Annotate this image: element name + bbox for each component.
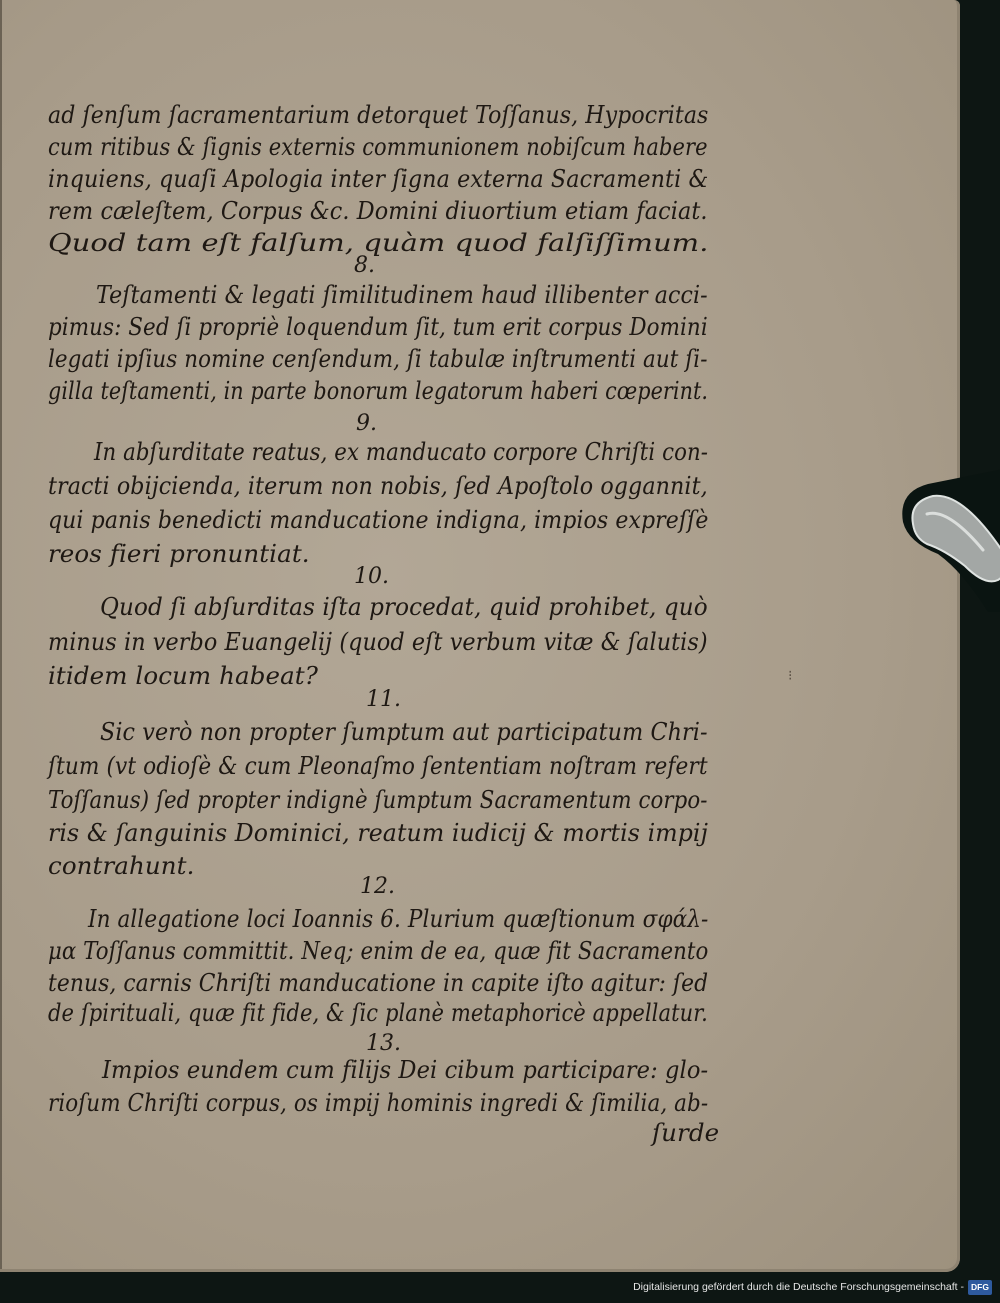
text-line: Impios eundem cum filijs Dei cibum participare: glo- xyxy=(102,1055,709,1084)
text-line: inquiens, quaſi Apologia inter ſigna externa Sacramenti & xyxy=(48,164,709,193)
text-line: In allegatione loci Ioannis 6. Plurium quæſtionum σφάλ- xyxy=(88,904,709,933)
footer-credit: Digitalisierung gefördert durch die Deutsche Forschungsgemeinschaft - xyxy=(633,1281,964,1293)
text-line: de ſpirituali, quæ fit fide, & ſic planè metaphoricè appellatur. xyxy=(48,998,708,1027)
section-number: 8. xyxy=(354,253,375,278)
section-number: 13. xyxy=(366,1031,401,1056)
text-line: In abſurditate reatus, ex manducato corpore Chriſti con- xyxy=(94,437,709,466)
text-line: ad ſenſum ſacramentarium detorquet Toſſanus, Hypocritas xyxy=(48,100,709,129)
dfg-logo-icon: DFG xyxy=(968,1280,992,1295)
text-line: contrahunt. xyxy=(48,851,195,880)
page-clip-icon xyxy=(893,462,1000,612)
ink-stain: ⁝ xyxy=(788,668,793,684)
text-line: reos fieri pronuntiat. xyxy=(48,539,310,568)
text-line: cum ritibus & ſignis externis communionem nobiſcum habere xyxy=(48,132,708,161)
text-line: qui panis benedicti manducatione indigna, impios expreſſè xyxy=(48,505,709,534)
text-line: Quod ſi abſurditas iſta procedat, quid prohibet, quò xyxy=(100,592,708,621)
text-line: pimus: Sed ſi propriè loquendum ſit, tum erit corpus Domini xyxy=(48,312,708,341)
text-line: Teſtamenti & legati ſimilitudinem haud illibenter acci- xyxy=(96,280,708,309)
text-line: rioſum Chriſti corpus, os impij hominis ingredi & ſimilia, ab- xyxy=(48,1088,709,1117)
section-number: 10. xyxy=(354,564,389,589)
text-line: ris & ſanguinis Dominici, reatum iudicij & mortis impij xyxy=(48,818,708,847)
text-line: ſtum (vt odioſè & cum Pleonaſmo ſententiam noſtram refert xyxy=(48,751,708,780)
text-line: gilla teſtamenti, in parte bonorum legatorum haberi cœperint. xyxy=(48,376,709,405)
text-line: legati ipſius nomine cenſendum, ſi tabulæ inſtrumenti aut ſi- xyxy=(48,344,708,373)
text-line: tracti obijcienda, iterum non nobis, ſed Apoſtolo oggannit, xyxy=(48,471,708,500)
text-line: itidem locum habeat? xyxy=(48,661,318,690)
text-line: rem cæleſtem, Corpus &c. Domini diuortium etiam faciat. xyxy=(48,196,708,225)
section-number: 9. xyxy=(356,411,377,436)
text-line: Toſſanus) ſed propter indignè ſumptum Sacramentum corpo- xyxy=(48,785,708,814)
text-line: μα Toſſanus committit. Neq; enim de ea, quæ fit Sacramento xyxy=(48,936,709,965)
catchword: ſurde xyxy=(652,1118,720,1147)
section-number: 12. xyxy=(360,874,395,899)
text-line: minus in verbo Euangelij (quod eſt verbum vitæ & ſalutis) xyxy=(48,627,708,656)
text-line: tenus, carnis Chriſti manducatione in capite iſto agitur: ſed xyxy=(48,968,709,997)
text-line: Sic verò non propter ſumptum aut participatum Chri- xyxy=(100,717,708,746)
text-line: Quod tam eſt falſum, quàm quod falſiſſimum. xyxy=(48,228,709,257)
section-number: 11. xyxy=(366,687,401,712)
